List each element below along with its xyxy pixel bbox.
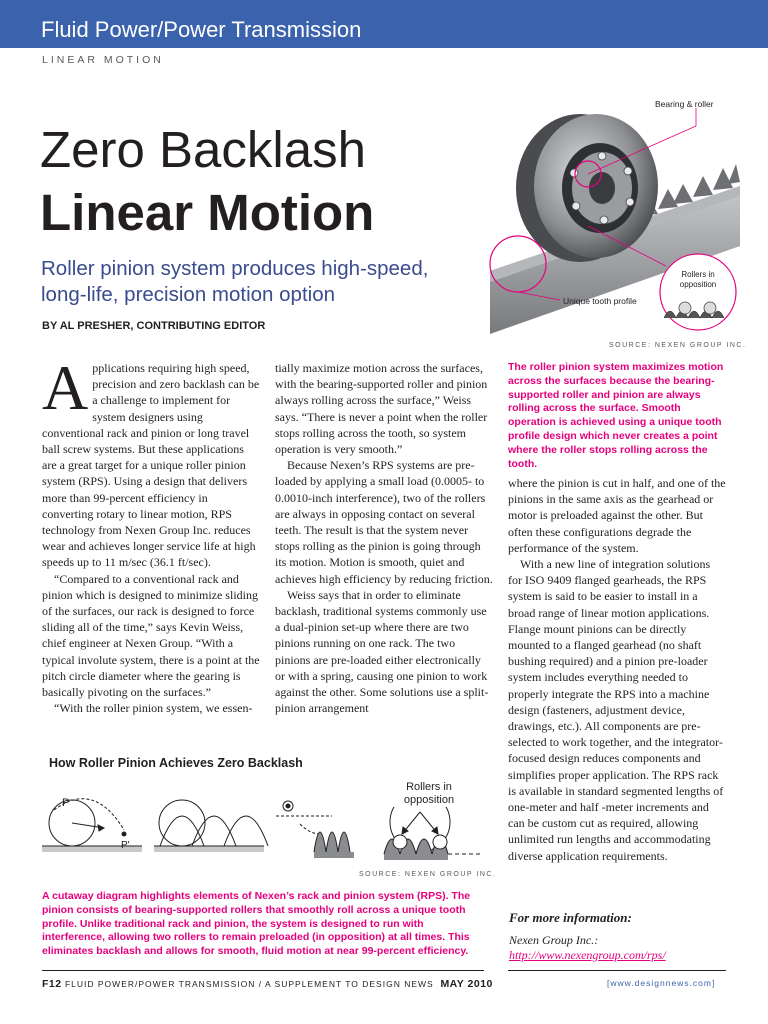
footer-page-number: F12 <box>42 978 62 990</box>
article-title-line1: Zero Backlash <box>40 121 366 178</box>
more-info-heading: For more information: <box>509 910 632 925</box>
diagram-label-rollers-line1: Rollers in <box>406 781 452 793</box>
article-subtitle <box>41 256 471 308</box>
photo-label-bearing: Bearing & roller <box>655 99 714 109</box>
photo-label-tooth: Unique tooth profile <box>563 296 637 306</box>
footer <box>42 978 493 990</box>
drop-cap: A <box>42 352 89 423</box>
subtitle-line2: long-life, precision motion option <box>41 283 335 306</box>
diagram-label-rollers-line2: opposition <box>403 794 455 806</box>
paragraph: where the pinion is cut in half, and one of the pinions in the same axis as the gearhead or motor is preloaded against the other. But often these configurations degrade the performance of the system. <box>508 476 726 555</box>
header-banner <box>0 0 768 48</box>
diagram-credit: SOURCE: NEXEN GROUP INC. <box>359 871 497 878</box>
more-info-link[interactable]: http://www.nexengroup.com/rps/ <box>509 948 666 962</box>
section-label: LINEAR MOTION <box>42 54 164 66</box>
footer-date: MAY 2010 <box>440 978 493 990</box>
paragraph: Applications requiring high speed, precision and zero backlash can be a challenge to implement for system designers using conventional rack and pinion or long travel ball screw systems. But these applications are a great target for a unique roller pinion system (RPS). Using a design that delivers more than 99-percent efficiency in converting rotary to linear motion, RPS technology from Nexen Group Inc. reduces wear and achieves longer service life at high speeds up to 11 m/sec (36.1 ft/sec). <box>42 352 260 570</box>
footer-rule-right <box>508 970 726 971</box>
diagram-label-rollers <box>391 781 467 807</box>
byline: BY AL PRESHER, CONTRIBUTING EDITOR <box>42 320 266 332</box>
photo-caption: The roller pinion system maximizes motion across the surfaces because the bearing-supported roller and pinion are always rolling across the surface. Smooth operation is achieved using a unique tooth profile design which never creates a point where the roller stops rolling across the tooth. <box>508 361 724 470</box>
paragraph: Because Nexen’s RPS systems are pre-loaded by applying a small load (0.0005- to 0.0010-inch interference), two of the rollers are always in opposing contact on several teeth. The result is that the system never stops rolling as the pinion is going through its motion. Motion is smooth, quiet and achieves high efficiency by reducing friction. <box>275 458 493 586</box>
more-info-company: Nexen Group Inc.: <box>509 933 599 947</box>
diagram-caption: A cutaway diagram highlights elements of Nexen’s rack and pinion system (RPS). The pinion consists of bearing-supported rollers that smoothly roll across a unique tooth profile. Unlike traditional rack and pinion, the system is designed to run with interference, allowing two rollers to remain preloaded (in opposition) at all times. This eliminates backlash and allows for smooth, fluid motion at near 99-percent efficiency. <box>42 890 471 958</box>
diagram-label-p-prime: P' <box>121 840 130 851</box>
subtitle-line1: Roller pinion system produces high-speed, <box>41 257 429 280</box>
photo-label-rollers-line2: opposition <box>679 279 717 289</box>
diagram-label-p: P <box>62 797 70 809</box>
diagram-title: How Roller Pinion Achieves Zero Backlash <box>49 756 303 770</box>
photo-credit: SOURCE: NEXEN GROUP INC. <box>609 342 747 349</box>
footer-rule-left <box>42 970 484 971</box>
photo-label-rollers <box>672 270 724 289</box>
article-title-line2: Linear Motion <box>40 184 375 241</box>
photo-label-rollers-line1: Rollers in <box>681 270 715 279</box>
paragraph: “With the roller pinion system, we essen- <box>54 701 253 716</box>
footer-site-link[interactable]: [www.designnews.com] <box>607 978 716 988</box>
paragraph: “Compared to a conventional rack and pinion which is designed to minimize sliding of the surfaces, our rack is designed to force sliding all of the time,” says Kevin Weiss, chief engineer at Nexen Group. “With a typical involute system, there is a point at the pitch circle diameter where the gearing is basically pivoting on the surfaces.” <box>42 571 260 700</box>
footer-publication: FLUID POWER/POWER TRANSMISSION / A SUPPLEMENT TO DESIGN NEWS <box>64 979 434 989</box>
paragraph: With a new line of integration solutions for ISO 9409 flanged gearheads, the RPS system is said to be easier to install in a broad range of linear motion applications. Flange mount pinions can be directly mounted to a flanged gearhead (no shaft bushing required) and a pinion pre-loader system includes everything needed to properly integrate the RPS into a machine design (fasteners, adjustment device, drawings, etc.). All components are pre-selected to work together, and the integrator-focused design reduces components and simplifies proper application. The RPS rack is available in standard segmented lengths of one-meter and half -meter increments and can be custom cut as required, allowing unlimited run lengths and accommodating diverse application requirements. <box>508 557 724 863</box>
paragraph: Weiss says that in order to eliminate backlash, traditional systems commonly use a dual-pinion set-up where there are two pinions running on one rack. The two pinions are pre-loaded either electronically or with a spring, causing one pinion to work against the other. Some solutions use a split-pinion arrangement <box>275 587 489 716</box>
article-column-2 <box>275 360 493 716</box>
article-column-1 <box>42 352 260 716</box>
paragraph: tially maximize motion across the surfaces, with the bearing-supported roller and pinion always rolling across the surface,” Weiss says. “There is never a point when the roller stops rolling across the tooth, so system operation is very smooth.” <box>275 361 488 457</box>
article-column-3 <box>508 475 726 864</box>
banner-title: Fluid Power/Power Transmission <box>41 17 362 42</box>
